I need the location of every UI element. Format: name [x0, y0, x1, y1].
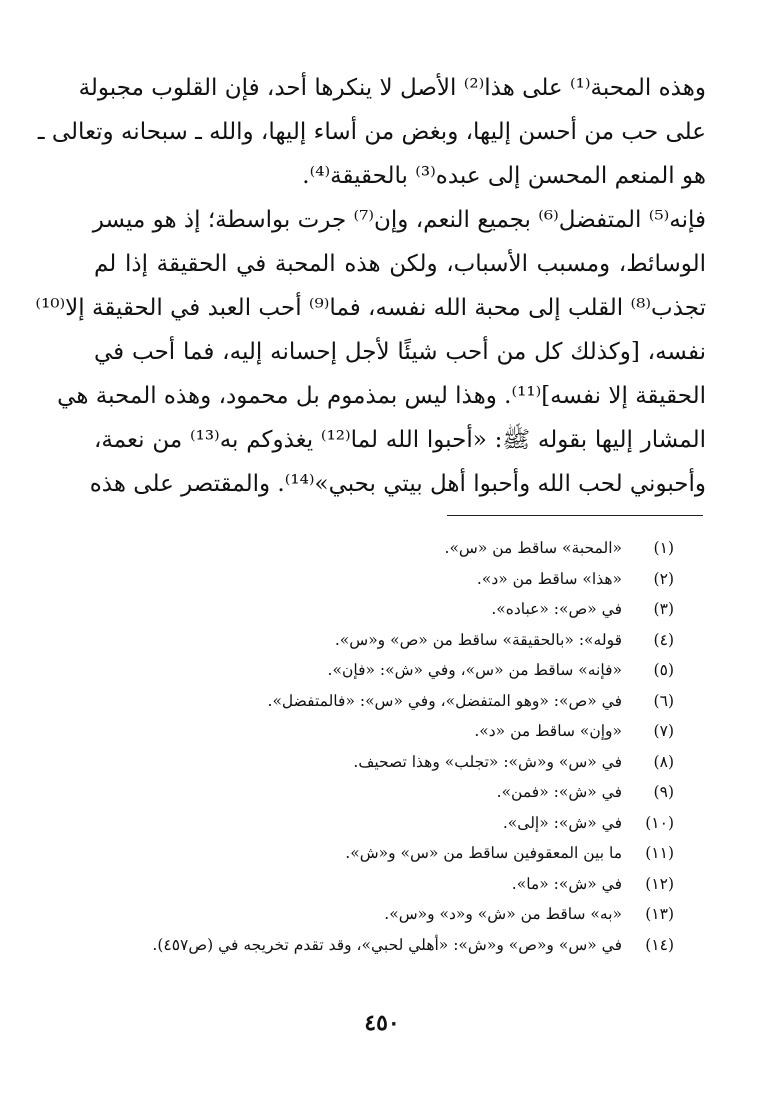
footnote-text: في «ش»: «إلى».: [502, 813, 622, 832]
footnote-text: في «س» و«ش»: «تجلب» وهذا تصحيف.: [353, 752, 622, 771]
footnote-number: (١): [653, 539, 674, 557]
footnote-text: «به» ساقط من «ش» و«د» و«س».: [384, 905, 622, 923]
footnote: [120, 747, 674, 778]
footnote-number: (١٠): [645, 813, 674, 832]
footnote: [120, 564, 674, 595]
footnote-number: (٩): [653, 783, 674, 801]
footnote-number: (١٤): [645, 935, 674, 954]
footnote: [120, 625, 674, 656]
page-number: ٤٥٠: [364, 1010, 400, 1036]
footnote-text: «فإنه» ساقط من «س»، وفي «ش»: «فإن».: [327, 661, 622, 679]
footnote-text: «وإن» ساقط من «د».: [474, 722, 622, 740]
text-line: الوسائط، ومسبب الأسباب، ولكن هذه المحبة في الحقيقة إذا لم: [94, 251, 706, 277]
footnote: [120, 838, 674, 869]
footnote: [120, 930, 674, 961]
footnote-number: (٨): [653, 752, 674, 771]
footnote-number: (٤): [653, 630, 674, 649]
footnote-number: (٦): [653, 691, 674, 710]
footnote-text: في «ص»: «عباده».: [491, 600, 622, 618]
text-line: تجذب⁽⁸⁾ القلب إلى محبة الله نفسه، فما⁽⁹⁾ أحب العبد في الحقيقة إلا⁽¹⁰⁾: [35, 295, 706, 321]
footnote-text: في «ص»: «وهو المتفضل»، وفي «س»: «فالمتفضل».: [267, 691, 622, 710]
footnote: [120, 777, 674, 808]
footnote-text: في «ش»: «ما».: [511, 874, 622, 893]
footnote-number: (٣): [653, 600, 674, 618]
text-line: المشار إليها بقوله ﷺ: «أحبوا الله لما⁽¹²⁾ يغذوكم به⁽¹³⁾ من نعمة،: [94, 427, 706, 453]
footnote: [120, 655, 674, 686]
footnote-number: (٥): [653, 661, 674, 679]
footnote: [120, 716, 674, 747]
footnote: [120, 594, 674, 625]
footnote-number: (٢): [653, 569, 674, 588]
footnote-text: ما بين المعقوفين ساقط من «س» و«ش».: [345, 844, 622, 862]
footnote-text: «هذا» ساقط من «د».: [476, 569, 622, 588]
footnote-text: قوله»: «بالحقيقة» ساقط من «ص» و«س».: [334, 630, 622, 649]
footnotes: [120, 533, 674, 960]
text-line: على حب من أحسن إليها، وبغض من أساء إليها، والله ـ سبحانه وتعالى ـ: [37, 119, 706, 145]
footnote: [120, 899, 674, 930]
main-text: [35, 66, 706, 506]
footnote: [120, 869, 674, 900]
footnote: [120, 533, 674, 564]
text-line: وهذه المحبة⁽¹⁾ على هذا⁽²⁾ الأصل لا ينكرها أحد، فإن القلوب مجبولة: [78, 75, 706, 101]
footnote: [120, 686, 674, 717]
footnote-text: في «ش»: «فمن».: [496, 783, 622, 801]
footnote-text: «المحبة» ساقط من «س».: [444, 539, 622, 557]
footnote-number: (١٢): [645, 874, 674, 893]
footnote: [120, 808, 674, 839]
footnote-number: (١٣): [645, 905, 674, 923]
text-line: فإنه⁽⁵⁾ المتفضل⁽⁶⁾ بجميع النعم، وإن⁽⁷⁾ جرت بواسطة؛ إذ هو ميسر: [92, 207, 706, 233]
text-line: نفسه، [وكذلك كل من أحب شيئًا لأجل إحسانه إليه، فما أحب في: [94, 339, 706, 365]
footnote-number: (٧): [653, 722, 674, 740]
text-line: الحقيقة إلا نفسه]⁽¹¹⁾. وهذا ليس بمذموم بل محمود، وهذه المحبة هي: [57, 383, 706, 409]
text-line: هو المنعم المحسن إلى عبده⁽³⁾ بالحقيقة⁽⁴⁾.: [302, 163, 706, 189]
footnote-number: (١١): [645, 844, 674, 862]
footnote-text: في «س» و«ص» و«ش»: «أهلي لحبي»، وقد تقدم تخريجه في (ص٤٥٧).: [152, 935, 622, 954]
text-line: وأحبوني لحب الله وأحبوا أهل بيتي بحبي»⁽¹⁴⁾. والمقتصر على هذه: [89, 471, 706, 497]
footnote-separator: [447, 515, 703, 516]
